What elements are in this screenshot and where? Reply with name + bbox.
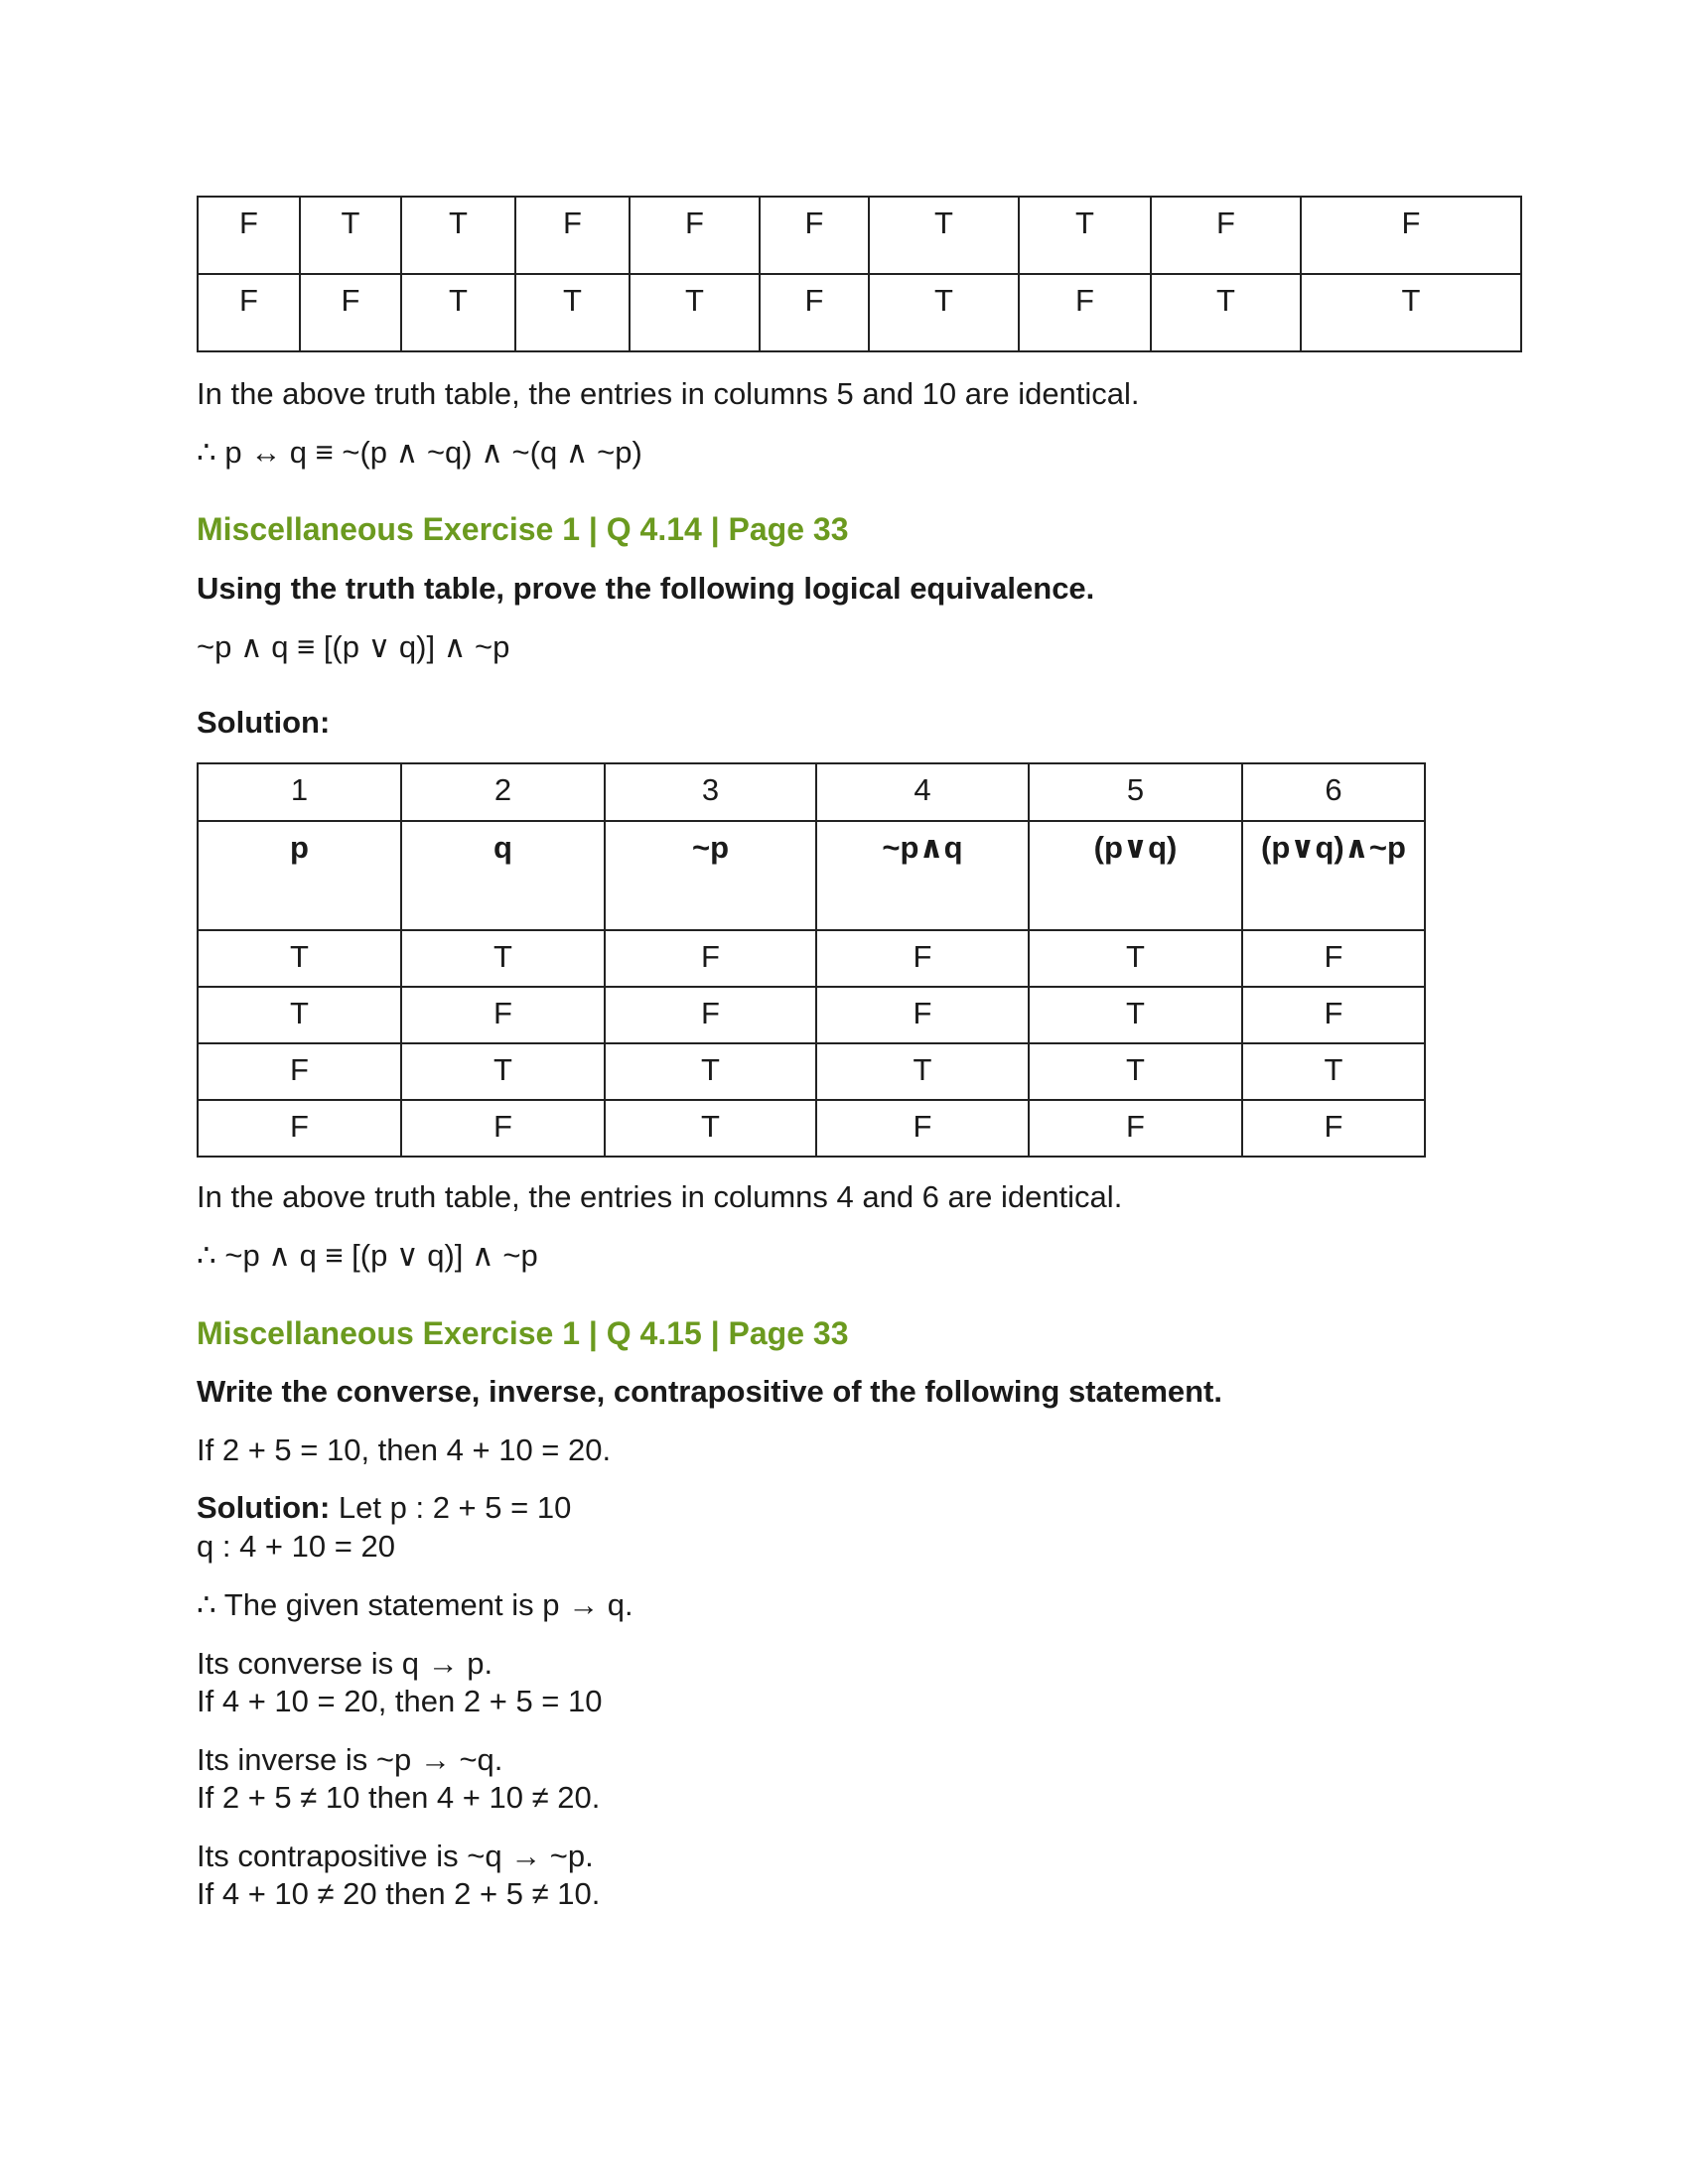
table-cell: F: [198, 1100, 401, 1157]
q14-solution-label: Solution:: [197, 705, 331, 740]
column-header: q: [401, 821, 605, 930]
q13-conclusion: In the above truth table, the entries in columns 5 and 10 are identical.: [197, 376, 1140, 411]
table-cell: F: [1019, 274, 1151, 351]
q15-let-p: Let p : 2 + 5 = 10: [330, 1490, 572, 1525]
table-cell: F: [198, 1043, 401, 1100]
table-cell: T: [869, 274, 1019, 351]
column-number: 2: [401, 763, 605, 821]
table-row: [198, 274, 1521, 351]
q15-solution-line: [197, 1489, 571, 1527]
q15-converse-text: If 4 + 10 = 20, then 2 + 5 = 10: [197, 1684, 603, 1718]
column-header: p: [198, 821, 401, 930]
table-cell: T: [630, 274, 760, 351]
table-cell: T: [1019, 197, 1151, 274]
table-cell: F: [760, 274, 869, 351]
column-header: ~p: [605, 821, 816, 930]
q15-contrapositive-title: Its contrapositive is ~q → ~p.: [197, 1839, 594, 1873]
column-number-row: [198, 763, 1425, 821]
q15-contrapositive-text: If 4 + 10 ≠ 20 then 2 + 5 ≠ 10.: [197, 1876, 601, 1911]
column-number: 5: [1029, 763, 1242, 821]
q13-result: ∴ p ↔ q ≡ ~(p ∧ ~q) ∧ ~(q ∧ ~p): [197, 435, 642, 470]
table-cell: F: [816, 987, 1029, 1043]
q14-result: ∴ ~p ∧ q ≡ [(p ∨ q)] ∧ ~p: [197, 1238, 538, 1273]
table-cell: F: [198, 197, 300, 274]
q14-conclusion: In the above truth table, the entries in columns 4 and 6 are identical.: [197, 1179, 1123, 1214]
column-number: 3: [605, 763, 816, 821]
table-cell: T: [605, 1100, 816, 1157]
table-cell: T: [1029, 930, 1242, 987]
column-number: 4: [816, 763, 1029, 821]
q15-inverse-text: If 2 + 5 ≠ 10 then 4 + 10 ≠ 20.: [197, 1780, 601, 1815]
table-cell: T: [1242, 1043, 1425, 1100]
table-row: [198, 1100, 1425, 1157]
table-cell: T: [1029, 1043, 1242, 1100]
q15-let-q: q : 4 + 10 = 20: [197, 1529, 395, 1564]
table-row: [198, 930, 1425, 987]
table-cell: T: [198, 987, 401, 1043]
q15-solution-label: Solution:: [197, 1490, 331, 1525]
table-cell: F: [1151, 197, 1301, 274]
table-cell: F: [816, 930, 1029, 987]
table-cell: T: [1151, 274, 1301, 351]
table-cell: F: [630, 197, 760, 274]
table-cell: T: [401, 197, 515, 274]
table-cell: F: [1242, 987, 1425, 1043]
table-cell: T: [401, 1043, 605, 1100]
column-header: (p∨q)∧~p: [1242, 821, 1425, 930]
q15-statement: If 2 + 5 = 10, then 4 + 10 = 20.: [197, 1433, 612, 1467]
table-row: [198, 987, 1425, 1043]
table-cell: T: [300, 197, 401, 274]
table-cell: F: [1301, 197, 1521, 274]
table-cell: T: [401, 930, 605, 987]
table-cell: T: [515, 274, 630, 351]
table-cell: F: [1242, 930, 1425, 987]
table-cell: F: [816, 1100, 1029, 1157]
table-row: [198, 197, 1521, 274]
table-cell: T: [1029, 987, 1242, 1043]
table-cell: F: [605, 987, 816, 1043]
table-cell: F: [605, 930, 816, 987]
table-cell: T: [869, 197, 1019, 274]
table-cell: F: [1242, 1100, 1425, 1157]
q14-heading: Miscellaneous Exercise 1 | Q 4.14 | Page 33: [197, 511, 849, 547]
table-cell: T: [605, 1043, 816, 1100]
table-cell: F: [401, 1100, 605, 1157]
table-cell: T: [401, 274, 515, 351]
q14-question: Using the truth table, prove the following logical equivalence.: [197, 571, 1095, 606]
header-row: [198, 821, 1425, 930]
column-number: 1: [198, 763, 401, 821]
table-cell: F: [198, 274, 300, 351]
table-cell: F: [760, 197, 869, 274]
column-header: (p∨q): [1029, 821, 1242, 930]
table-cell: F: [300, 274, 401, 351]
table-cell: F: [401, 987, 605, 1043]
q14-statement: ~p ∧ q ≡ [(p ∨ q)] ∧ ~p: [197, 629, 510, 664]
table-cell: T: [816, 1043, 1029, 1100]
table-cell: T: [198, 930, 401, 987]
table-cell: T: [1301, 274, 1521, 351]
table-row: [198, 1043, 1425, 1100]
truth-table-q14: [197, 762, 1426, 1158]
q15-question: Write the converse, inverse, contrapositive of the following statement.: [197, 1374, 1222, 1409]
truth-table-continued: [197, 196, 1522, 352]
table-cell: F: [515, 197, 630, 274]
q15-converse-title: Its converse is q → p.: [197, 1646, 493, 1681]
column-number: 6: [1242, 763, 1425, 821]
q15-heading: Miscellaneous Exercise 1 | Q 4.15 | Page 33: [197, 1315, 849, 1351]
q15-inverse-title: Its inverse is ~p → ~q.: [197, 1742, 503, 1777]
column-header: ~p∧q: [816, 821, 1029, 930]
q15-given: ∴ The given statement is p → q.: [197, 1587, 633, 1622]
table-cell: F: [1029, 1100, 1242, 1157]
